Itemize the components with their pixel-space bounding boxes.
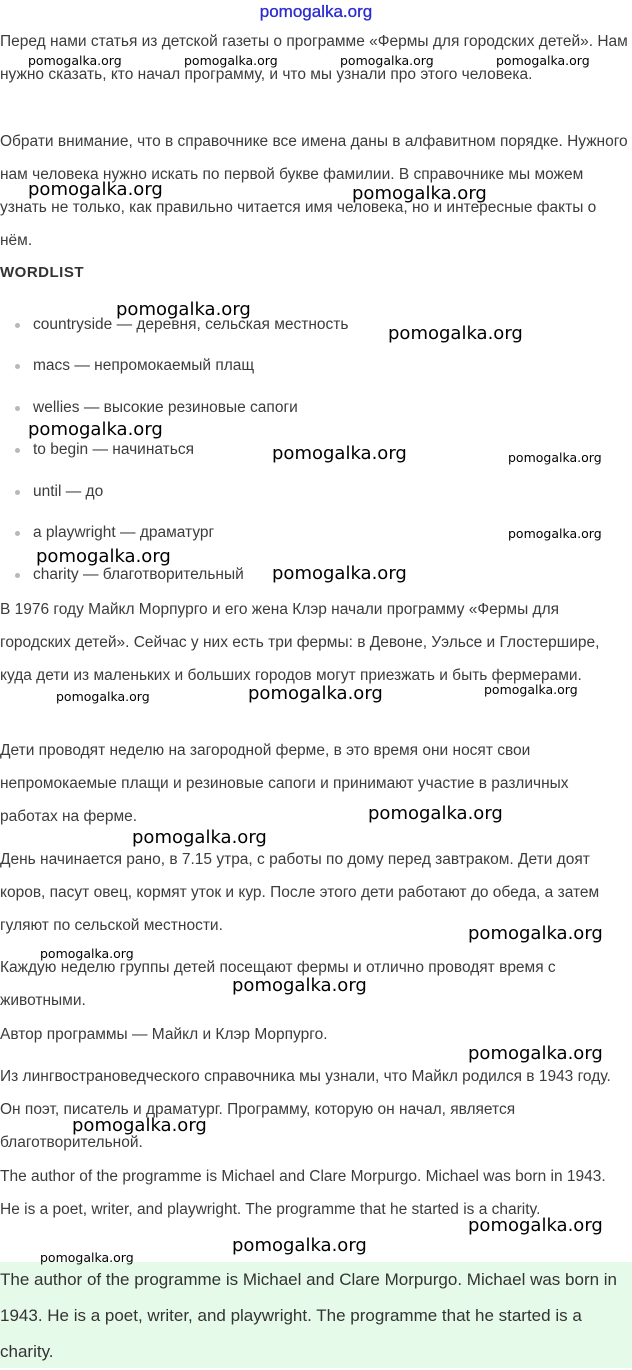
watermark: pomogalka.org [388,323,523,344]
watermark: pomogalka.org [272,563,407,584]
bullet-icon [15,323,20,328]
watermark: pomogalka.org [352,183,487,204]
bullet-icon [15,448,20,453]
watermark: pomogalka.org [468,1043,603,1064]
watermark: pomogalka.org [340,53,434,68]
watermark: pomogalka.org [508,526,602,541]
wordlist-heading: WORDLIST [0,264,84,281]
watermark: pomogalka.org [56,689,150,704]
bullet-icon [15,406,20,411]
watermark: pomogalka.org [468,923,603,944]
answer-box [0,1262,632,1368]
bullet-icon [15,573,20,578]
watermark: pomogalka.org [28,179,163,200]
article-paragraph-5: Автор программы — Майкл и Клэр Морпурго. [0,1026,328,1043]
site-header-mark[interactable]: pomogalka.org [259,2,373,21]
watermark: pomogalka.org [496,53,590,68]
watermark: pomogalka.org [184,53,278,68]
watermark: pomogalka.org [40,1250,134,1265]
watermark: pomogalka.org [40,946,134,961]
watermark: pomogalka.org [28,53,122,68]
watermark: pomogalka.org [232,1235,367,1256]
bullet-icon [15,531,20,536]
article-paragraph-4: Каждую неделю группы детей посещают фермы и отлично проводят время с животными. [0,959,556,1009]
watermark: pomogalka.org [468,1215,603,1236]
watermark: pomogalka.org [248,683,383,704]
watermark: pomogalka.org [132,827,267,848]
watermark: pomogalka.org [72,1115,207,1136]
watermark: pomogalka.org [36,546,171,567]
watermark: pomogalka.org [116,299,251,320]
article-paragraph-2: Дети проводят неделю на загородной ферме, в это время они носят свои непромокаемые плащи и резиновые сапоги и принимают участие в различных работах на ферме. [0,742,569,825]
watermark: pomogalka.org [232,975,367,996]
article-paragraph-1: В 1976 году Майкл Морпурго и его жена Клэр начали программу «Фермы для городских детей». Сейчас у них есть три фермы: в Девоне, Уэльсе и Глостершире, куда дети из маленьких и больших городов могут приезжать и быть фермерами. [0,601,600,684]
article-paragraph-7-english: The author of the programme is Michael and Clare Morpurgo. Michael was born in 1943. He is a poet, writer, and playwright. The programme that he started is a charity. [0,1168,606,1218]
watermark: pomogalka.org [508,450,602,465]
answer-text: The author of the programme is Michael and Clare Morpurgo. Michael was born in 1943. He is a poet, writer, and playwright. The programme that he started is a charity. [0,1270,618,1361]
intro-paragraph-1: Перед нами статья из детской газеты о программе «Фермы для городских детей». Нам нужно сказать, кто начал программу, и что мы узнали про этого человека. [0,33,628,83]
bullet-icon [15,490,20,495]
watermark: pomogalka.org [28,419,163,440]
article-paragraph-3: День начинается рано, в 7.15 утра, с работы по дому перед завтраком. Дети доят коров, пасут овец, кормят уток и кур. После этого дети работают до обеда, а затем гуляют по сельской местности. [0,851,600,934]
watermark: pomogalka.org [272,443,407,464]
article-paragraph-6: Из лингвострановедческого справочника мы узнали, что Майкл родился в 1943 году. Он поэт, писатель и драматург. Программу, которую он начал, является благотворительной. [0,1068,611,1151]
watermark: pomogalka.org [368,803,503,824]
intro-paragraph-2: Обрати внимание, что в справочнике все имена даны в алфавитном порядке. Нужного нам человека нужно искать по первой букве фамилии. В справочнике мы можем узнать не только, как правильно читается имя человека, но и интересные факты о нём. [0,133,628,249]
watermark: pomogalka.org [484,682,578,697]
bullet-icon [15,364,20,369]
